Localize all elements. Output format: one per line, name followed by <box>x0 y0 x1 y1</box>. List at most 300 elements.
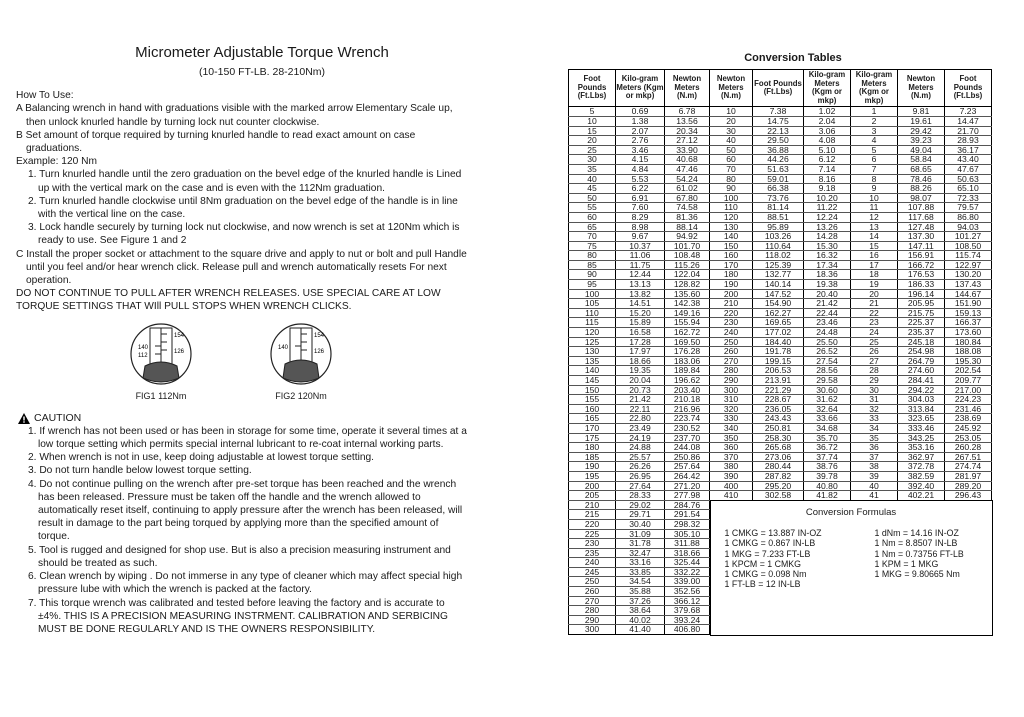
table-cell: 366.12 <box>665 596 710 606</box>
table-cell: 32.47 <box>616 548 665 558</box>
table-cell: 250.81 <box>753 423 804 433</box>
example-step-1: 1. Turn knurled handle until the zero graduation on the bevel edge of the knurled handle is Lined up with the vertical mark on the case and is even with the 112Nm graduation. <box>28 169 462 194</box>
table-cell: 291.54 <box>665 510 710 520</box>
table-cell: 26 <box>851 347 898 357</box>
table-row <box>569 251 992 261</box>
table-cell: 25.50 <box>804 337 851 347</box>
figure-1 <box>96 320 226 403</box>
table-cell: 175 <box>569 433 616 443</box>
table-cell: 16.32 <box>804 251 851 261</box>
table-cell: 284.76 <box>665 500 710 510</box>
table-cell: 101.70 <box>665 241 710 251</box>
table-cell: 200 <box>569 481 616 491</box>
table-cell: 122.04 <box>665 270 710 280</box>
table-cell: 43.40 <box>945 155 992 165</box>
table-cell: 150 <box>569 385 616 395</box>
table-cell: 137.43 <box>945 280 992 290</box>
table-row <box>569 155 992 165</box>
table-cell: 250.86 <box>665 452 710 462</box>
formula-item: 1 CMKG = 13.887 IN-OZ <box>724 528 822 539</box>
header-nm-1: Newton Meters (N.m) <box>665 70 710 107</box>
table-cell: 257.64 <box>665 462 710 472</box>
header-ft-lbs-2: Foot Pounds (Ft.Lbs) <box>753 70 804 107</box>
table-cell: 300 <box>710 385 753 395</box>
table-cell: 176.28 <box>665 347 710 357</box>
table-cell: 330 <box>710 414 753 424</box>
table-cell: 343.25 <box>898 433 945 443</box>
table-cell: 108.50 <box>945 241 992 251</box>
table-cell: 18.36 <box>804 270 851 280</box>
svg-text:126: 126 <box>314 348 325 355</box>
table-cell: 26.52 <box>804 347 851 357</box>
table-cell: 352.56 <box>665 587 710 597</box>
table-cell: 225.37 <box>898 318 945 328</box>
table-cell: 320 <box>710 404 753 414</box>
table-cell: 40.02 <box>616 615 665 625</box>
table-cell: 185 <box>569 452 616 462</box>
header-nm-2: Newton Meters (N.m) <box>710 70 753 107</box>
table-cell: 2.04 <box>804 116 851 126</box>
table-row <box>569 328 992 338</box>
table-cell: 250 <box>710 337 753 347</box>
table-cell: 55 <box>569 203 616 213</box>
conversion-formulas-title: Conversion Formulas <box>805 507 897 519</box>
table-cell: 189.84 <box>665 366 710 376</box>
table-cell: 10 <box>569 116 616 126</box>
table-cell: 350 <box>710 433 753 443</box>
figure-2 <box>236 320 366 403</box>
table-cell: 177.02 <box>753 328 804 338</box>
table-cell: 217.00 <box>945 385 992 395</box>
table-cell: 12.24 <box>804 212 851 222</box>
table-cell: 289.20 <box>945 481 992 491</box>
step-b: B Set amount of torque required by turning knurled handle to read exact amount on case graduations. <box>16 129 416 155</box>
table-cell: 264.79 <box>898 356 945 366</box>
table-cell: 170 <box>710 260 753 270</box>
table-cell: 19.61 <box>898 116 945 126</box>
table-cell: 155.94 <box>665 318 710 328</box>
step-a: A Balancing wrench in hand with graduations visible with the marked arrow Elementary Scale up, then unlock knurled handle by turning lock nut counter clockwise. <box>16 103 453 128</box>
table-cell: 245.92 <box>945 423 992 433</box>
table-cell: 9 <box>851 184 898 194</box>
table-cell: 32 <box>851 404 898 414</box>
table-cell: 200 <box>710 289 753 299</box>
table-cell: 11.22 <box>804 203 851 213</box>
table-cell: 29 <box>851 376 898 386</box>
table-cell: 271.20 <box>665 481 710 491</box>
formulas-left-column <box>725 528 875 589</box>
table-cell: 155 <box>569 395 616 405</box>
table-cell: 10.37 <box>616 241 665 251</box>
table-cell: 360 <box>710 443 753 453</box>
table-cell: 33.66 <box>804 414 851 424</box>
table-cell: 40 <box>851 481 898 491</box>
table-cell: 86.80 <box>945 212 992 222</box>
table-cell: 205.95 <box>898 299 945 309</box>
table-cell: 150 <box>710 241 753 251</box>
table-cell: 230 <box>710 318 753 328</box>
table-cell: 224.23 <box>945 395 992 405</box>
table-cell: 3.06 <box>804 126 851 136</box>
table-cell: 6.78 <box>665 107 710 117</box>
table-row <box>569 462 992 472</box>
table-row <box>569 491 992 501</box>
table-cell: 17.34 <box>804 260 851 270</box>
table-cell: 17.28 <box>616 337 665 347</box>
table-cell: 273.06 <box>753 452 804 462</box>
document-title: Micrometer Adjustable Torque Wrench <box>135 44 389 61</box>
table-cell: 29.58 <box>804 376 851 386</box>
table-cell: 21.42 <box>616 395 665 405</box>
table-cell: 35.88 <box>616 587 665 597</box>
scale-diagram-2 <box>261 320 341 388</box>
table-cell: 240 <box>710 328 753 338</box>
table-cell: 5 <box>569 107 616 117</box>
table-cell: 231.46 <box>945 404 992 414</box>
table-cell: 203.40 <box>665 385 710 395</box>
table-cell: 142.38 <box>665 299 710 309</box>
table-cell: 105 <box>569 299 616 309</box>
table-cell: 24 <box>851 328 898 338</box>
table-cell: 195.30 <box>945 356 992 366</box>
table-cell: 14.47 <box>945 116 992 126</box>
table-cell: 14 <box>851 232 898 242</box>
caution-heading <box>18 412 468 425</box>
table-cell: 210 <box>569 500 616 510</box>
table-cell: 313.84 <box>898 404 945 414</box>
table-cell: 17.97 <box>616 347 665 357</box>
table-cell: 235.37 <box>898 328 945 338</box>
table-cell: 400 <box>710 481 753 491</box>
table-cell: 379.68 <box>665 606 710 616</box>
table-cell: 95.89 <box>753 222 804 232</box>
table-cell: 296.43 <box>945 491 992 501</box>
table-cell: 70 <box>710 164 753 174</box>
table-cell: 2.76 <box>616 136 665 146</box>
table-cell: 110 <box>710 203 753 213</box>
table-cell: 225 <box>569 529 616 539</box>
table-cell: 260.28 <box>945 443 992 453</box>
table-cell: 11.06 <box>616 251 665 261</box>
table-cell: 270 <box>710 356 753 366</box>
table-cell: 81.36 <box>665 212 710 222</box>
table-cell: 290 <box>569 615 616 625</box>
table-cell: 135.60 <box>665 289 710 299</box>
formula-item: 1 dNm = 14.16 IN-OZ <box>874 528 959 539</box>
table-cell: 205 <box>569 491 616 501</box>
table-cell: 21 <box>851 299 898 309</box>
table-cell: 130 <box>569 347 616 357</box>
table-cell: 180.84 <box>945 337 992 347</box>
table-cell: 277.98 <box>665 491 710 501</box>
table-cell: 88.26 <box>898 184 945 194</box>
table-cell: 13 <box>851 222 898 232</box>
table-cell: 238.69 <box>945 414 992 424</box>
table-cell: 78.46 <box>898 174 945 184</box>
table-cell: 41.40 <box>616 625 665 635</box>
table-cell: 20.04 <box>616 376 665 386</box>
table-cell: 88.51 <box>753 212 804 222</box>
table-cell: 40 <box>710 136 753 146</box>
table-cell: 287.82 <box>753 471 804 481</box>
table-cell: 28.33 <box>616 491 665 501</box>
table-cell: 206.53 <box>753 366 804 376</box>
table-cell: 20.40 <box>804 289 851 299</box>
table-cell: 0.69 <box>616 107 665 117</box>
table-cell: 7.23 <box>945 107 992 117</box>
table-cell: 27.64 <box>616 481 665 491</box>
table-cell: 4 <box>851 136 898 146</box>
table-cell: 103.26 <box>753 232 804 242</box>
table-cell: 20.73 <box>616 385 665 395</box>
table-cell: 100 <box>569 289 616 299</box>
table-cell: 75 <box>569 241 616 251</box>
table-cell: 36 <box>851 443 898 453</box>
table-cell: 31 <box>851 395 898 405</box>
table-cell: 260 <box>710 347 753 357</box>
table-cell: 160 <box>569 404 616 414</box>
header-nm-3: Newton Meters (N.m) <box>898 70 945 107</box>
svg-text:112: 112 <box>138 352 148 359</box>
table-cell: 7.38 <box>753 107 804 117</box>
table-cell: 213.91 <box>753 376 804 386</box>
table-cell: 260 <box>569 587 616 597</box>
table-cell: 31.78 <box>616 539 665 549</box>
svg-text:154: 154 <box>174 332 185 339</box>
table-row <box>569 164 992 174</box>
table-cell: 33.90 <box>665 145 710 155</box>
table-cell: 11.75 <box>616 260 665 270</box>
table-cell: 107.88 <box>898 203 945 213</box>
table-cell: 14.28 <box>804 232 851 242</box>
table-cell: 210 <box>710 299 753 309</box>
table-cell: 13.26 <box>804 222 851 232</box>
table-cell: 68.65 <box>898 164 945 174</box>
table-cell: 9.67 <box>616 232 665 242</box>
table-cell: 24.19 <box>616 433 665 443</box>
figure-1-caption: FIG1 112Nm <box>135 390 187 401</box>
document-subtitle: (10-150 FT-LB. 28-210Nm) <box>198 66 326 78</box>
table-cell: 58.84 <box>898 155 945 165</box>
table-cell: 162.27 <box>753 308 804 318</box>
table-cell: 24.88 <box>616 443 665 453</box>
table-cell: 140.14 <box>753 280 804 290</box>
table-cell: 151.90 <box>945 299 992 309</box>
table-cell: 254.98 <box>898 347 945 357</box>
table-cell: 50 <box>710 145 753 155</box>
formula-item: 1 Nm = 0.73756 FT-LB <box>874 548 964 559</box>
table-cell: 130.20 <box>945 270 992 280</box>
table-cell: 202.54 <box>945 366 992 376</box>
table-cell: 137.30 <box>898 232 945 242</box>
table-cell: 79.57 <box>945 203 992 213</box>
table-cell: 67.80 <box>665 193 710 203</box>
conversion-tables-title: Conversion Tables <box>744 52 842 64</box>
table-cell: 39.23 <box>898 136 945 146</box>
table-cell: 196.14 <box>898 289 945 299</box>
table-cell: 22 <box>851 308 898 318</box>
conversion-formulas-box <box>710 500 993 636</box>
table-cell: 183.06 <box>665 356 710 366</box>
table-cell: 50 <box>569 193 616 203</box>
table-cell: 45 <box>569 184 616 194</box>
table-cell: 25.57 <box>616 452 665 462</box>
table-cell: 50.63 <box>945 174 992 184</box>
table-cell: 28.56 <box>804 366 851 376</box>
table-cell: 19.35 <box>616 366 665 376</box>
table-cell: 36.17 <box>945 145 992 155</box>
figures <box>16 320 468 408</box>
table-cell: 35 <box>569 164 616 174</box>
table-cell: 31.09 <box>616 529 665 539</box>
table-cell: 190 <box>710 280 753 290</box>
table-cell: 20 <box>710 116 753 126</box>
table-cell: 29.02 <box>616 500 665 510</box>
table-cell: 323.65 <box>898 414 945 424</box>
table-cell: 305.10 <box>665 529 710 539</box>
table-cell: 15 <box>569 126 616 136</box>
table-cell: 10.20 <box>804 193 851 203</box>
table-cell: 223.74 <box>665 414 710 424</box>
table-cell: 33.85 <box>616 567 665 577</box>
table-cell: 20 <box>851 289 898 299</box>
table-row <box>569 471 992 481</box>
table-cell: 8 <box>851 174 898 184</box>
table-cell: 209.77 <box>945 376 992 386</box>
table-cell: 298.32 <box>665 519 710 529</box>
table-cell: 38.76 <box>804 462 851 472</box>
table-cell: 122.97 <box>945 260 992 270</box>
table-cell: 110 <box>569 308 616 318</box>
table-cell: 33.16 <box>616 558 665 568</box>
table-cell: 245.18 <box>898 337 945 347</box>
table-cell: 110.64 <box>753 241 804 251</box>
table-cell: 15.20 <box>616 308 665 318</box>
instructions-panel <box>16 44 468 636</box>
table-cell: 145 <box>569 376 616 386</box>
table-cell: 41.82 <box>804 491 851 501</box>
table-cell: 267.51 <box>945 452 992 462</box>
warning-text: DO NOT CONTINUE TO PULL AFTER WRENCH RELEASES. USE SPECIAL CARE AT LOW TORQUE SETTINGS THAT WIll PULL STOPS WHEN WRENCH CLICKS. <box>16 288 441 313</box>
table-cell: 2.07 <box>616 126 665 136</box>
table-cell: 66.38 <box>753 184 804 194</box>
table-cell: 23 <box>851 318 898 328</box>
table-cell: 402.21 <box>898 491 945 501</box>
table-cell: 29.71 <box>616 510 665 520</box>
table-cell: 101.27 <box>945 232 992 242</box>
table-cell: 27.12 <box>665 136 710 146</box>
caution-item: 5. Tool is rugged and designed for shop use. But is also a precision measuring instrument and should be treated as such. <box>28 544 451 569</box>
table-cell: 30 <box>851 385 898 395</box>
table-cell: 393.24 <box>665 615 710 625</box>
table-cell: 18 <box>851 270 898 280</box>
table-row <box>569 280 992 290</box>
table-cell: 29.50 <box>753 136 804 146</box>
table-cell: 6.22 <box>616 184 665 194</box>
table-cell: 51.63 <box>753 164 804 174</box>
table-cell: 264.42 <box>665 471 710 481</box>
table-cell: 216.96 <box>665 404 710 414</box>
example-step-3: 3. Lock handle securely by turning lock nut clockwise, and now wrench is set at 120Nm which is ready to use. See Figure 1 and 2 <box>28 222 460 247</box>
table-cell: 173.60 <box>945 328 992 338</box>
table-cell: 325.44 <box>665 558 710 568</box>
table-cell: 33 <box>851 414 898 424</box>
table-cell: 9.18 <box>804 184 851 194</box>
table-cell: 22.44 <box>804 308 851 318</box>
table-cell: 16 <box>851 251 898 261</box>
table-cell: 1 <box>851 107 898 117</box>
scale-diagram-1 <box>121 320 201 388</box>
table-cell: 115.74 <box>945 251 992 261</box>
table-cell: 17 <box>851 260 898 270</box>
table-cell: 310 <box>710 395 753 405</box>
table-cell: 15 <box>851 241 898 251</box>
table-cell: 30 <box>710 126 753 136</box>
table-cell: 184.40 <box>753 337 804 347</box>
table-cell: 29.42 <box>898 126 945 136</box>
table-cell: 32.64 <box>804 404 851 414</box>
table-cell: 195 <box>569 471 616 481</box>
table-cell: 12 <box>851 212 898 222</box>
table-cell: 118.02 <box>753 251 804 261</box>
table-cell: 3.46 <box>616 145 665 155</box>
table-cell: 166.72 <box>898 260 945 270</box>
table-cell: 240 <box>569 558 616 568</box>
formula-item: 1 Nm = 8.8507 IN-LB <box>874 538 958 549</box>
table-cell: 36.88 <box>753 145 804 155</box>
header-ft-lbs-1: Foot Pounds (Ft.Lbs) <box>569 70 616 107</box>
table-cell: 25 <box>851 337 898 347</box>
table-cell: 35.70 <box>804 433 851 443</box>
table-cell: 47.46 <box>665 164 710 174</box>
table-cell: 265.68 <box>753 443 804 453</box>
table-cell: 15.89 <box>616 318 665 328</box>
table-row <box>569 299 992 309</box>
table-cell: 11 <box>851 203 898 213</box>
table-cell: 290 <box>710 376 753 386</box>
table-cell: 8.29 <box>616 212 665 222</box>
table-cell: 34 <box>851 423 898 433</box>
table-cell: 10 <box>710 107 753 117</box>
table-cell: 23.46 <box>804 318 851 328</box>
table-cell: 410 <box>710 491 753 501</box>
table-cell: 26.26 <box>616 462 665 472</box>
table-cell: 22.13 <box>753 126 804 136</box>
svg-text:126: 126 <box>174 348 185 355</box>
table-cell: 220 <box>569 519 616 529</box>
table-cell: 34.68 <box>804 423 851 433</box>
table-cell: 6.12 <box>804 155 851 165</box>
table-cell: 3 <box>851 126 898 136</box>
table-cell: 28 <box>851 366 898 376</box>
formula-item: 1 CMKG = 0.098 Nm <box>724 569 807 580</box>
formula-item: 1 KPM = 1 MKG <box>874 558 939 569</box>
table-cell: 245 <box>569 567 616 577</box>
table-cell: 26.95 <box>616 471 665 481</box>
example-step-2: 2. Turn knurled handle clockwise until 8Nm graduation on the bevel edge of the handle is in line with the vertical line on the case. <box>28 195 458 221</box>
table-cell: 186.33 <box>898 280 945 290</box>
conversion-panel <box>568 52 1018 635</box>
table-cell: 37.74 <box>804 452 851 462</box>
table-cell: 332.22 <box>665 567 710 577</box>
table-row <box>569 232 992 242</box>
table-cell: 125.39 <box>753 260 804 270</box>
table-cell: 80 <box>710 174 753 184</box>
table-cell: 220 <box>710 308 753 318</box>
table-cell: 362.97 <box>898 452 945 462</box>
table-cell: 21.42 <box>804 299 851 309</box>
caution-item: 3. Do not turn handle below lowest torque setting. <box>28 465 252 477</box>
